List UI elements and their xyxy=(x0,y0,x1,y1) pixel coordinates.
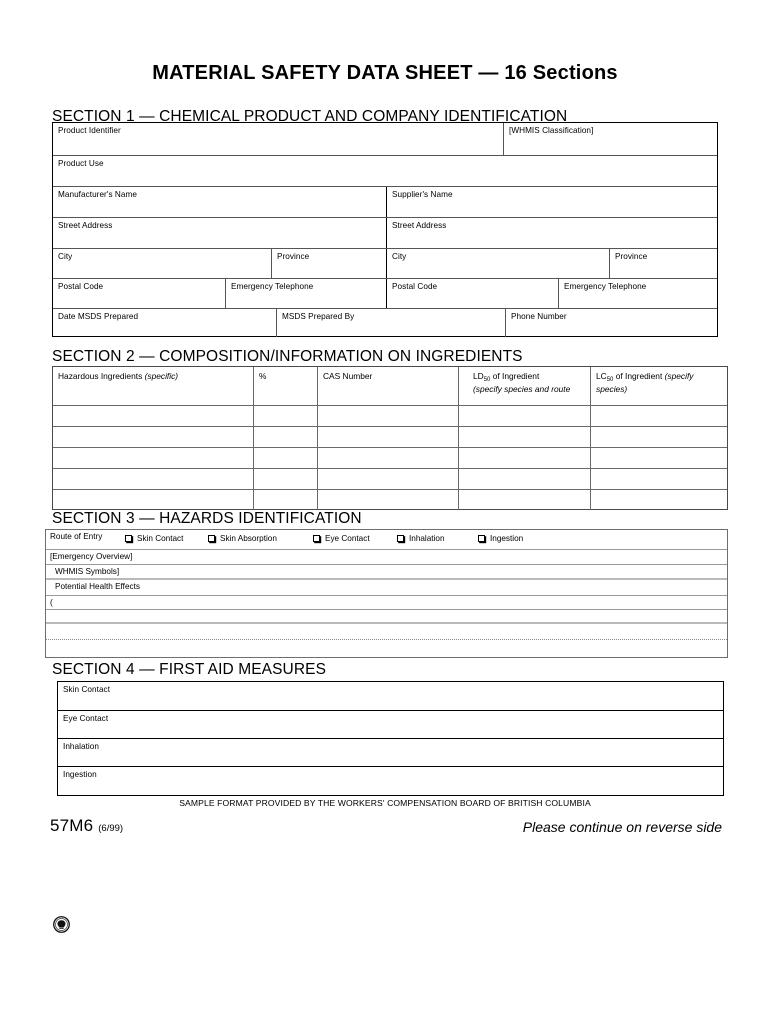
table-row xyxy=(53,155,717,186)
field-label: WHMIS Symbols] xyxy=(55,567,120,576)
cell-ld50[interactable] xyxy=(458,448,590,468)
table-row xyxy=(53,123,717,155)
field-label: Street Address xyxy=(392,221,447,230)
table-row xyxy=(53,468,727,489)
column-label-subscript: 50 xyxy=(606,377,614,383)
cell-cas-number[interactable] xyxy=(317,448,458,468)
field-msds-prepared-by[interactable] xyxy=(276,309,505,337)
checkbox-label: Ingestion xyxy=(490,534,524,543)
continue-note: Please continue on reverse side xyxy=(522,819,722,835)
form-code-value: 57M6 xyxy=(50,816,94,835)
field-product-use[interactable] xyxy=(53,156,717,186)
field-city-supplier[interactable] xyxy=(386,249,609,278)
cell-ld50[interactable] xyxy=(458,427,590,447)
field-label: Supplier's Name xyxy=(392,190,453,199)
section-4-heading: SECTION 4 — FIRST AID MEASURES xyxy=(52,661,327,678)
checkbox-icon[interactable] xyxy=(125,535,132,542)
cell-ld50[interactable] xyxy=(458,469,590,489)
cell-hazardous-ingredient[interactable] xyxy=(53,469,253,489)
field-potential-health-effects[interactable] xyxy=(46,580,727,596)
field-label: Potential Health Effects xyxy=(55,582,140,591)
column-label: Hazardous Ingredients xyxy=(58,371,145,381)
field-label: [WHMIS Classification] xyxy=(509,126,594,135)
field-first-aid-ingestion[interactable] xyxy=(58,766,723,794)
field-label: MSDS Prepared By xyxy=(282,312,355,321)
checkbox-label: Eye Contact xyxy=(325,534,370,543)
checkbox-label: Skin Absorption xyxy=(220,534,277,543)
blank-line[interactable] xyxy=(46,610,727,624)
cell-lc50[interactable] xyxy=(590,469,727,489)
field-first-aid-skin-contact[interactable] xyxy=(58,682,723,710)
checkbox-ingestion[interactable] xyxy=(478,534,523,543)
section-2-ingredients-table xyxy=(52,366,728,510)
field-label: Skin Contact xyxy=(63,685,111,694)
cell-percent[interactable] xyxy=(253,406,317,426)
cell-ld50[interactable] xyxy=(458,490,590,510)
field-postal-code-manufacturer[interactable] xyxy=(53,279,225,308)
checkbox-icon[interactable] xyxy=(478,535,485,542)
field-whmis-symbols[interactable] xyxy=(46,565,727,580)
column-label: LC xyxy=(596,371,607,381)
table-row xyxy=(53,405,727,426)
field-street-address-manufacturer[interactable] xyxy=(53,218,386,248)
blank-line[interactable] xyxy=(46,640,727,657)
cell-cas-number[interactable] xyxy=(317,469,458,489)
table-row xyxy=(53,447,727,468)
cell-cas-number[interactable] xyxy=(317,427,458,447)
field-phone-number[interactable] xyxy=(505,309,717,337)
field-label: Date MSDS Prepared xyxy=(58,312,139,321)
wcb-seal-icon xyxy=(53,916,70,933)
footer-credit: SAMPLE FORMAT PROVIDED BY THE WORKERS' COMPENSATION BOARD OF BRITISH COLUMBIA xyxy=(179,798,591,808)
column-header-cas-number xyxy=(317,367,458,405)
cell-cas-number[interactable] xyxy=(317,406,458,426)
column-header-lc50 xyxy=(590,367,727,405)
field-postal-code-supplier[interactable] xyxy=(386,279,558,308)
cell-hazardous-ingredient[interactable] xyxy=(53,448,253,468)
table-row xyxy=(53,217,717,248)
table-row xyxy=(53,278,717,308)
table-row xyxy=(53,426,727,447)
field-label: Product Use xyxy=(58,159,104,168)
column-header-ld50 xyxy=(458,367,590,405)
checkbox-eye-contact[interactable] xyxy=(313,534,370,543)
table-row xyxy=(53,248,717,278)
cell-cas-number[interactable] xyxy=(317,490,458,510)
checkbox-label: Skin Contact xyxy=(137,534,184,543)
field-label: [Emergency Overview] xyxy=(50,552,133,561)
field-label: Eye Contact xyxy=(63,714,109,723)
field-emergency-overview[interactable] xyxy=(46,550,727,565)
field-date-msds-prepared[interactable] xyxy=(53,309,276,337)
column-label-subscript: 50 xyxy=(483,377,491,383)
checkbox-label: Inhalation xyxy=(409,534,445,543)
field-label: Province xyxy=(277,252,310,261)
checkbox-skin-absorption[interactable] xyxy=(208,534,277,543)
field-supplier-name[interactable] xyxy=(386,187,717,217)
cell-lc50[interactable] xyxy=(590,427,727,447)
field-label: Ingestion xyxy=(63,770,97,779)
checkbox-icon[interactable] xyxy=(397,535,404,542)
cell-percent[interactable] xyxy=(253,490,317,510)
field-province-supplier[interactable] xyxy=(609,249,717,278)
section-4-box xyxy=(57,681,724,796)
field-label: City xyxy=(392,252,407,261)
table-row xyxy=(53,308,717,337)
field-city-manufacturer[interactable] xyxy=(53,249,271,278)
stray-mark: ( xyxy=(50,598,53,607)
column-label: % xyxy=(259,371,267,381)
column-header-percent xyxy=(253,367,317,405)
section-3-heading: SECTION 3 — HAZARDS IDENTIFICATION xyxy=(52,510,362,527)
cell-lc50[interactable] xyxy=(590,406,727,426)
page-title: MATERIAL SAFETY DATA SHEET — 16 Sections xyxy=(152,62,618,84)
table-header-row xyxy=(53,367,727,405)
cell-percent[interactable] xyxy=(253,469,317,489)
column-label-rest: of Ingredient xyxy=(490,371,540,381)
form-code xyxy=(50,816,123,836)
cell-lc50[interactable] xyxy=(590,490,727,510)
section-1-table xyxy=(52,122,718,337)
checkbox-skin-contact[interactable] xyxy=(125,534,183,543)
column-label-emphasis: (specify species) xyxy=(596,371,694,394)
field-label: City xyxy=(58,252,73,261)
column-label: CAS Number xyxy=(323,371,373,381)
field-emergency-telephone-manufacturer[interactable] xyxy=(225,279,386,308)
table-row xyxy=(53,489,727,510)
route-of-entry-row xyxy=(46,530,727,550)
section-1-heading: SECTION 1 — CHEMICAL PRODUCT AND COMPANY IDENTIFICATION xyxy=(52,108,568,125)
blank-line[interactable] xyxy=(46,596,727,610)
field-province-manufacturer[interactable] xyxy=(271,249,386,278)
field-first-aid-inhalation[interactable] xyxy=(58,738,723,766)
column-label-emphasis: (specific) xyxy=(144,371,179,381)
cell-lc50[interactable] xyxy=(590,448,727,468)
field-manufacturer-name[interactable] xyxy=(53,187,386,217)
column-header-hazardous-ingredients xyxy=(53,367,253,405)
field-first-aid-eye-contact[interactable] xyxy=(58,710,723,738)
field-label: Street Address xyxy=(58,221,113,230)
column-label-emphasis: (specify species and route xyxy=(473,384,571,394)
cell-hazardous-ingredient[interactable] xyxy=(53,490,253,510)
form-revision: (6/99) xyxy=(98,823,124,834)
field-label: Inhalation xyxy=(63,742,100,751)
field-emergency-telephone-supplier[interactable] xyxy=(558,279,717,308)
field-label: Postal Code xyxy=(392,282,438,291)
cell-percent[interactable] xyxy=(253,448,317,468)
route-of-entry-label: Route of Entry xyxy=(50,532,103,541)
field-whmis-classification[interactable] xyxy=(503,123,717,155)
field-label: Province xyxy=(615,252,648,261)
checkbox-inhalation[interactable] xyxy=(397,534,445,543)
field-label: Phone Number xyxy=(511,312,567,321)
field-label: Emergency Telephone xyxy=(231,282,314,291)
column-label: LD xyxy=(473,371,484,381)
blank-line[interactable] xyxy=(46,624,727,640)
checkbox-icon[interactable] xyxy=(208,535,215,542)
checkbox-icon[interactable] xyxy=(313,535,320,542)
field-street-address-supplier[interactable] xyxy=(386,218,717,248)
field-label: Manufacturer's Name xyxy=(58,190,137,199)
table-row xyxy=(53,186,717,217)
cell-hazardous-ingredient[interactable] xyxy=(53,427,253,447)
cell-ld50[interactable] xyxy=(458,406,590,426)
cell-percent[interactable] xyxy=(253,427,317,447)
field-label: Emergency Telephone xyxy=(564,282,647,291)
section-2-heading: SECTION 2 — COMPOSITION/INFORMATION ON INGREDIENTS xyxy=(52,348,523,365)
field-label: Product Identifier xyxy=(58,126,121,135)
field-product-identifier[interactable] xyxy=(53,123,503,155)
field-label: Postal Code xyxy=(58,282,104,291)
cell-hazardous-ingredient[interactable] xyxy=(53,406,253,426)
section-3-box xyxy=(45,529,728,658)
column-label-rest: of Ingredient xyxy=(613,371,665,381)
